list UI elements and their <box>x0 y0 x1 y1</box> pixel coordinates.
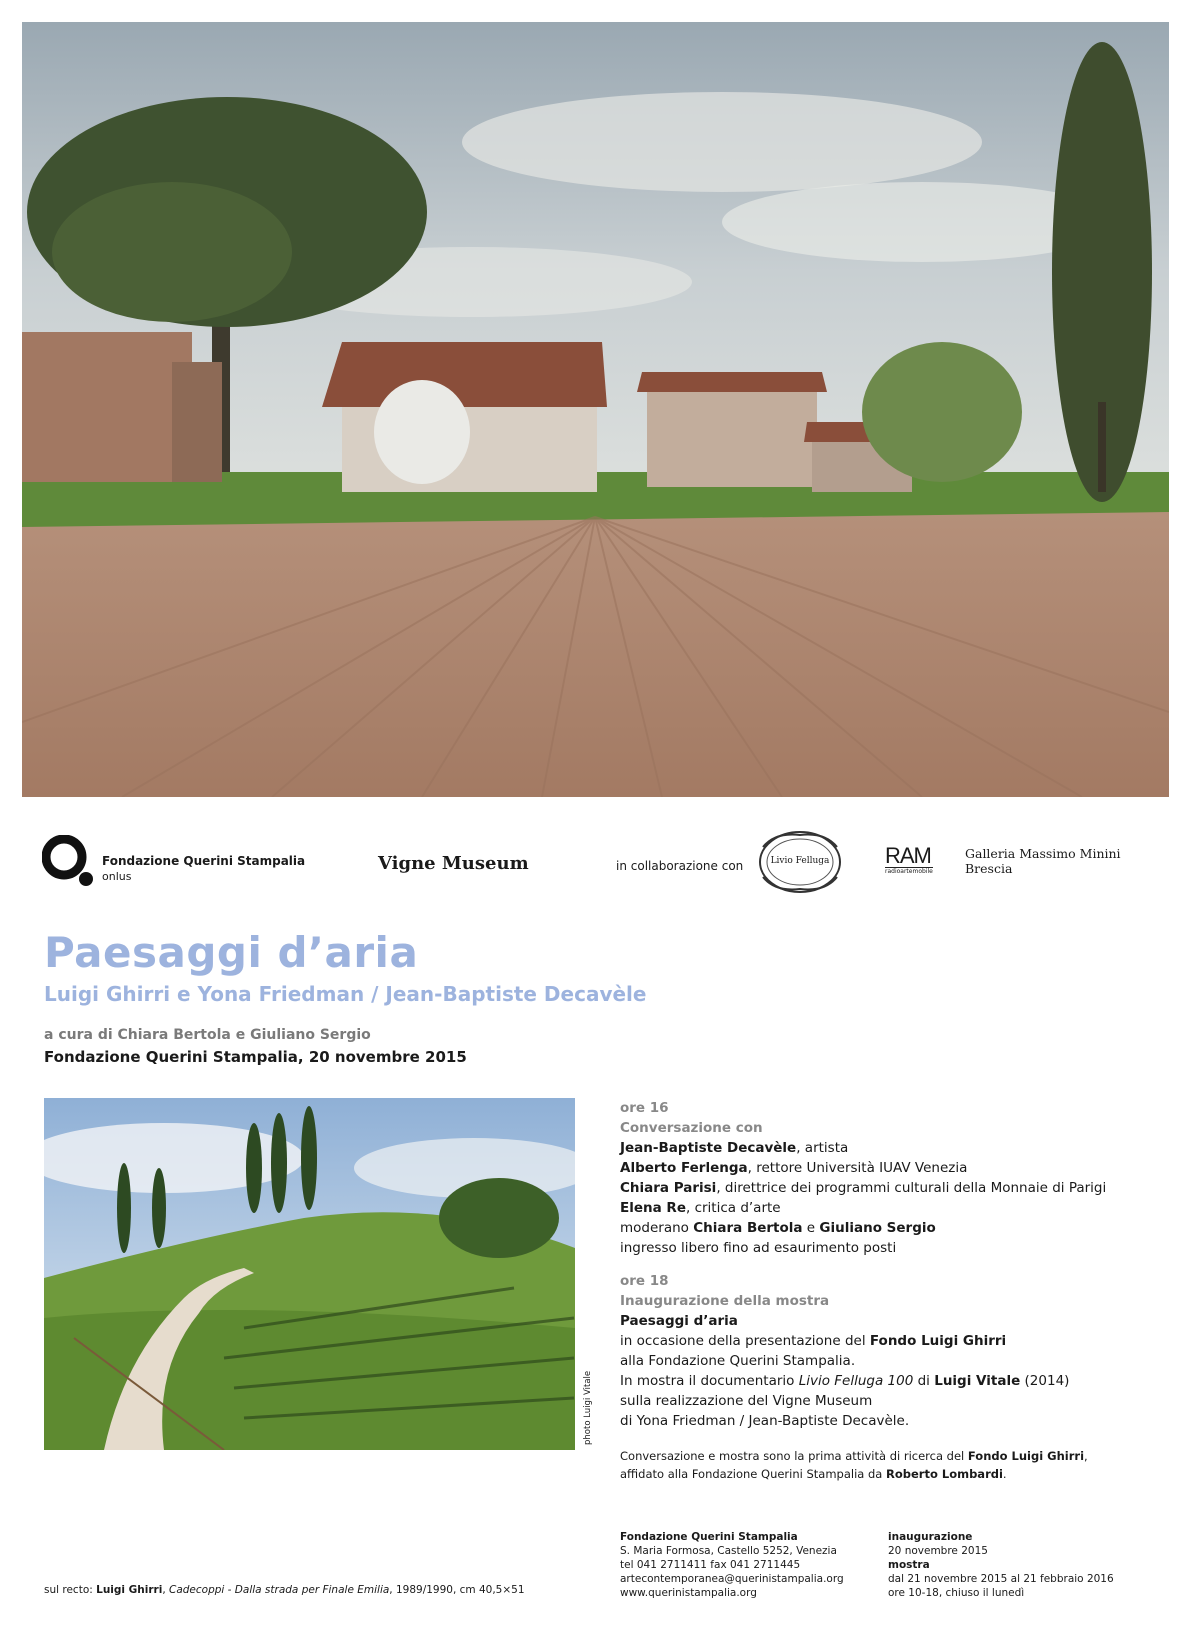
photo-credit: photo Luigi Vitale <box>583 1370 593 1445</box>
vigne-museum-logo: Vigne Museum <box>378 853 529 874</box>
galleria-logo <box>965 846 1121 876</box>
collaboration-label: in collaborazione con <box>616 859 744 873</box>
dates-block <box>888 1530 1114 1600</box>
moderators: moderano Chiara Bertola e Giuliano Sergio <box>620 1220 936 1236</box>
ram-wordmark: RAM <box>885 843 931 868</box>
slot2-line: di Yona Friedman / Jean-Baptiste Decavèle. <box>620 1413 910 1429</box>
contact-block <box>620 1530 844 1600</box>
fqs-logo-icon <box>42 835 92 885</box>
livio-felluga-logo <box>755 827 845 897</box>
mostra-label: mostra <box>888 1559 930 1571</box>
fqs-name: Fondazione Querini Stampalia <box>102 854 306 868</box>
galleria-name: Galleria Massimo Minini <box>965 846 1121 861</box>
opening-hours: ore 10-18, chiuso il lunedì <box>888 1587 1025 1599</box>
inaug-date: 20 novembre 2015 <box>888 1545 988 1557</box>
page-subtitle: Luigi Ghirri e Yona Friedman / Jean-Baptiste Decavèle <box>44 982 647 1006</box>
contact-email[interactable]: artecontemporanea@querinistampalia.org <box>620 1573 844 1585</box>
speaker-row: Elena Re, critica d’arte <box>620 1200 781 1216</box>
felluga-name: Livio Felluga <box>770 856 830 866</box>
slot1-time: ore 16 <box>620 1100 669 1116</box>
program-slot-16 <box>620 1098 1106 1258</box>
program-slot-18 <box>620 1271 1069 1431</box>
fqs-logo-text <box>102 854 305 884</box>
contact-address: S. Maria Formosa, Castello 5252, Venezia <box>620 1545 837 1557</box>
speaker-row: Chiara Parisi, direttrice dei programmi culturali della Monnaie di Parigi <box>620 1180 1107 1196</box>
ram-sub: radioartemobile <box>885 868 933 875</box>
contact-web[interactable]: www.querinistampalia.org <box>620 1587 757 1599</box>
inaug-label: inaugurazione <box>888 1531 973 1543</box>
fqs-onlus: onlus <box>102 870 132 883</box>
slot2-time: ore 18 <box>620 1273 669 1289</box>
hero-photo <box>22 22 1169 797</box>
contact-phones: tel 041 2711411 fax 041 2711445 <box>620 1559 801 1571</box>
exhibition-title: Paesaggi d’aria <box>620 1313 738 1329</box>
mostra-dates: dal 21 novembre 2015 al 21 febbraio 2016 <box>888 1573 1114 1585</box>
slot2-line: sulla realizzazione del Vigne Museum <box>620 1393 873 1409</box>
slot2-line: in occasione della presentazione del Fondo Luigi Ghirri <box>620 1333 1007 1349</box>
slot2-line: alla Fondazione Querini Stampalia. <box>620 1353 856 1369</box>
recto-caption: sul recto: Luigi Ghirri, Cadecoppi - Dalla strada per Finale Emilia, 1989/1990, cm 40,5×51 <box>44 1584 525 1596</box>
slot2-line: In mostra il documentario Livio Felluga 100 di Luigi Vitale (2014) <box>620 1373 1070 1389</box>
research-note: Conversazione e mostra sono la prima attività di ricerca del Fondo Luigi Ghirri, affidato alla Fondazione Querini Stampalia da Roberto Lombardi. <box>620 1449 1088 1481</box>
slot2-heading: Inaugurazione della mostra <box>620 1293 830 1309</box>
contact-name: Fondazione Querini Stampalia <box>620 1531 798 1543</box>
speaker-row: Alberto Ferlenga, rettore Università IUAV Venezia <box>620 1160 968 1176</box>
speaker-row: Jean-Baptiste Decavèle, artista <box>620 1140 849 1156</box>
ram-logo <box>885 845 933 876</box>
galleria-city: Brescia <box>965 861 1013 876</box>
vineyard-photo <box>44 1098 575 1450</box>
venue-date: Fondazione Querini Stampalia, 20 novembre 2015 <box>44 1048 467 1066</box>
slot1-heading: Conversazione con <box>620 1120 763 1136</box>
curators: a cura di Chiara Bertola e Giuliano Sergio <box>44 1027 371 1043</box>
entry-note: ingresso libero fino ad esaurimento posti <box>620 1240 897 1256</box>
page-title: Paesaggi d’aria <box>44 928 419 977</box>
